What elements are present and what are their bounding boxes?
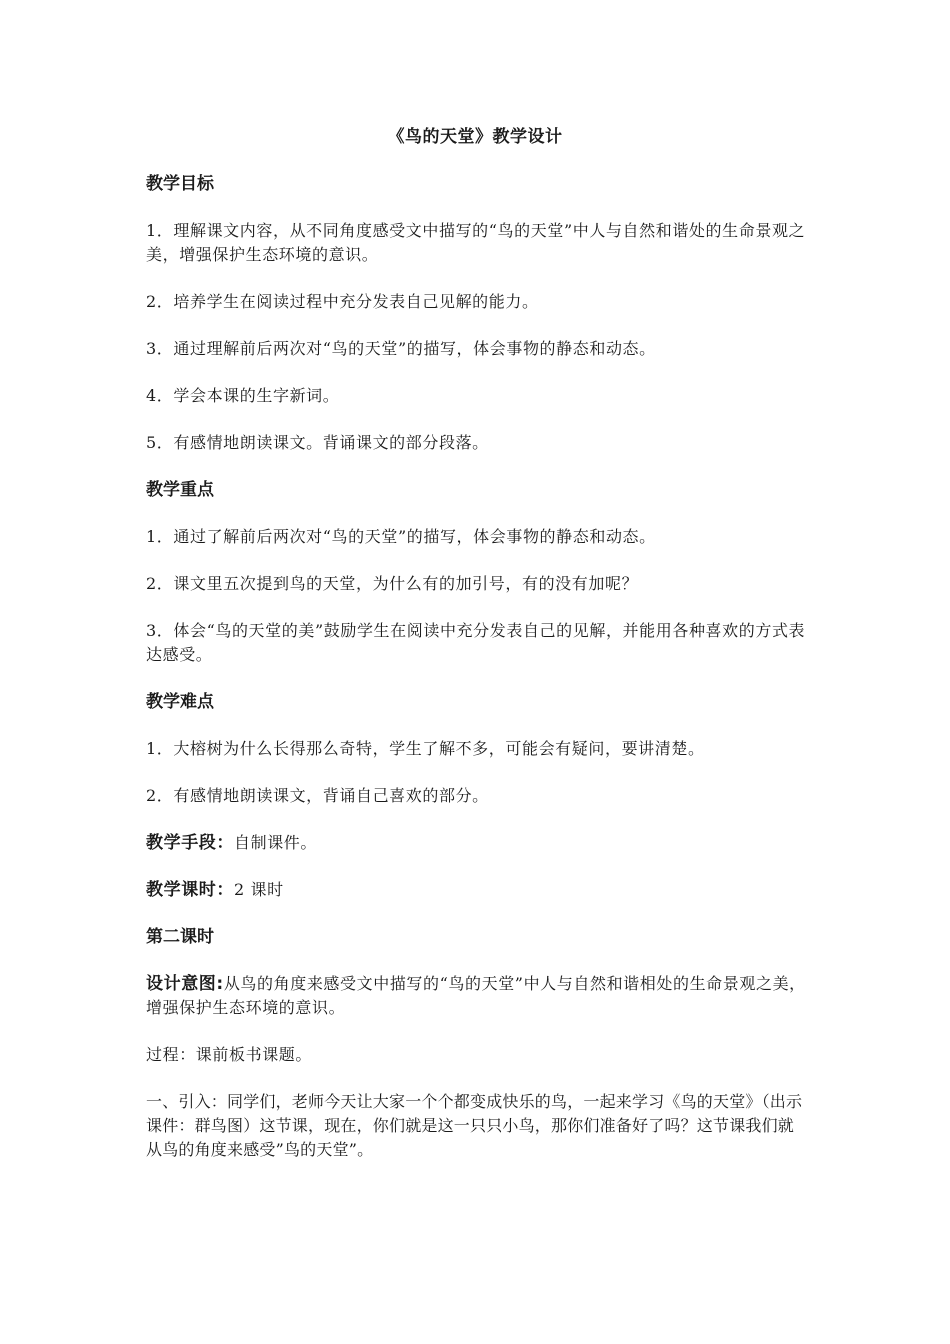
goal-item: 1．理解课文内容，从不同角度感受文中描写的“鸟的天堂”中人与自然和谐处的生命景观之美，增强保护生态环境的意识。 [146,221,806,264]
teaching-means-value: 自制课件。 [234,833,318,852]
design-intent-value: 从鸟的角度来感受文中描写的“鸟的天堂”中人与自然和谐相处的生命景观之美，增强保护生态环境的意识。 [146,974,806,1017]
goal-item: 4．学会本课的生字新词。 [146,386,340,405]
key-point-item: 1．通过了解前后两次对“鸟的天堂”的描写，体会事物的静态和动态。 [146,527,656,546]
design-intent [146,972,808,1020]
goal-item: 5．有感情地朗读课文。背诵课文的部分段落。 [146,433,489,452]
difficult-point-item: 1．大榕树为什么长得那么奇特，学生了解不多，可能会有疑问，要讲清楚。 [146,739,705,758]
key-point-item: 2．课文里五次提到鸟的天堂，为什么有的加引号，有的没有加呢？ [146,574,639,593]
teaching-hours [146,878,808,902]
goals-heading: 教学目标 [146,174,214,194]
key-point-item: 3．体会“鸟的天堂的美”鼓励学生在阅读中充分发表自己的见解，并能用各种喜欢的方式表达感受。 [146,621,806,664]
process-line: 过程：课前板书课题。 [146,1045,313,1064]
goal-item: 2．培养学生在阅读过程中充分发表自己见解的能力。 [146,292,539,311]
key-points-heading: 教学重点 [146,480,214,500]
goal-item: 3．通过理解前后两次对“鸟的天堂”的描写，体会事物的静态和动态。 [146,339,656,358]
difficult-point-item: 2．有感情地朗读课文，背诵自己喜欢的部分。 [146,786,489,805]
teaching-means-label: 教学手段： [146,833,234,853]
document-title: 《鸟的天堂》教学设计 [387,127,563,147]
teaching-means [146,831,808,855]
introduction-paragraph: 一、引入：同学们，老师今天让大家一个个都变成快乐的鸟，一起来学习《鸟的天堂》（出示课件：群鸟图）这节课，现在，你们就是这一只只小鸟，那你们准备好了吗？这节课我们就从鸟的角度来感受”鸟的天堂”。 [146,1092,803,1159]
difficult-points-heading: 教学难点 [146,692,214,712]
lesson-heading: 第二课时 [146,927,214,947]
teaching-hours-value: 2 课时 [234,880,284,899]
design-intent-label: 设计意图: [146,974,224,994]
document-body [146,172,808,1185]
teaching-hours-label: 教学课时： [146,880,234,900]
